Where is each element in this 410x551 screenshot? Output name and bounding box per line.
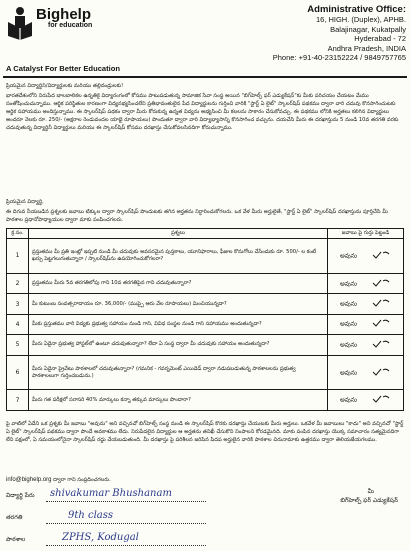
row-number: 7	[7, 390, 29, 411]
answer-yes: అవును	[340, 320, 358, 328]
row-number: 6	[7, 355, 29, 390]
office-phone: Phone: +91-40-23152224 / 9849757765	[272, 53, 406, 63]
bighelp-logo-icon	[6, 6, 34, 40]
student-greeting: ప్రియమైన విద్యార్థి,	[6, 199, 44, 205]
row-number: 1	[7, 239, 29, 274]
office-address	[236, 4, 406, 63]
answer-cell[interactable]	[328, 355, 404, 390]
office-line: Hyderabad - 72	[354, 34, 406, 44]
intro-paragraph: భారతదేశంలోని నిరుపేద బాలబాలికల ఉన్నతికై విద్యారంగంలో కోసము పాటుపడుతున్న సామాజిక సేవా సంస్థ అయిన "బిగ్‌హెల్ప్ ఫర్ ఎడ్యుకేషన్"కు మీకు పరిచయం చేయటం మేము సంతోషించుచున్నాము. ఆర్థిక పరిస్థితుల కారణంగా విద్యనభ్యసించలేని ప్రతిభావంతులైన పేద విద్యార్థులను గుర్తించి వారికి "స్టార్ట్ ఏ లైట్" స్కాలర్‌షిప్ పథకము ద్వారా వారి చదువు కొనసాగించుటకు ఆర్థిక సహాయము అందిస్తున్నాము. ఈ స్కాలర్‌షిప్ పథకం ద్వారా మీరు కోరుకున్న ఉన్నత విద్యను అభ్యసించి మీ కలలను సాకారం చేసుకోవచ్చు. ఈ పథకము లోనికి అర్హతలు కలిగిన విద్యార్థులు అందరూ నెలకు రూ. 250/- (అక్షరాల రెండువందల యాభై రూపాయలు) పొందుతూ ద్వారా వారి విద్యాభ్యాసాన్ని కొనసాగించ వచ్చును. దయచేసి మీరు ఈ దరఖాస్తును 5 నుండి 10వ తరగతి వరకు చదువుతున్న విద్యార్థినీ విద్యార్థులు మరియు ఈ స్కాలర్‌షిప్ కోసము దరఖాస్తు చేసుకోవలసినదిగా కోరుచున్నాము.	[6, 93, 399, 131]
contact-email[interactable]: info@bighelp.org	[6, 477, 52, 483]
student-name-row	[6, 488, 404, 504]
class-value[interactable]: 9th class	[68, 510, 114, 521]
answer-yes: అవును	[340, 280, 358, 288]
header-serial: క్ర.సం.	[7, 229, 29, 239]
answer-cell[interactable]	[328, 390, 404, 411]
table-header-row	[7, 229, 404, 239]
closing-org: బిగ్‌హెల్ప్ ఫర్ ఎడ్యుకేషన్	[340, 497, 398, 504]
table-row	[7, 273, 404, 293]
student-name-label: విద్యార్థి పేరు	[6, 492, 35, 499]
question-text: ప్రస్తుతము మీరు 5వ తరగతిలోపు గాని 10వ తరగతిపైన గాని చదువుతున్నారా?	[29, 273, 328, 293]
question-text: మీరు ఏదైనా ప్రైవేటు పాఠశాలలో చదువుతున్నారా? (గమనిక - గవర్నమెంట్ ఎయిడెడ్ ద్వారా నడుపబడుతున్న పాఠశాలలను ప్రభుత్వ పాఠశాలలుగా గుర్తించబడును.)	[29, 355, 328, 390]
office-title: Administrative Office:	[307, 4, 406, 15]
school-underline	[46, 545, 206, 546]
eligibility-table	[6, 228, 404, 411]
table-row	[7, 314, 404, 334]
answer-cell[interactable]	[328, 314, 404, 334]
question-text: మీకు ప్రస్తుతము వారి విద్యకు ప్రభుత్వ సహాయం నుండి గాని, వివిధ సంస్థల నుండి గాని సహాయము అందుతున్నదా?	[29, 314, 328, 334]
student-name-value[interactable]: shivakumar Bhushanam	[50, 488, 172, 499]
tick-mark-icon	[372, 318, 390, 328]
answer-cell[interactable]	[328, 294, 404, 314]
answer-cell[interactable]	[328, 273, 404, 293]
brand-subtitle: for education	[48, 22, 93, 29]
answer-yes: అవును	[340, 396, 358, 404]
tick-mark-icon	[372, 278, 390, 288]
class-underline	[46, 523, 206, 524]
question-text: మీరు గత పరీక్షలో సరాసరి 40% మార్కులు కన్నా తక్కువ మార్కులు పొందారా?	[29, 390, 328, 411]
tick-mark-icon	[372, 250, 390, 260]
tick-mark-icon	[372, 298, 390, 308]
tick-mark-icon	[372, 339, 390, 349]
table-row	[7, 294, 404, 314]
closing-yours: మీ	[367, 488, 374, 495]
answer-cell[interactable]	[328, 239, 404, 274]
school-value[interactable]: ZPHS, Kodugal	[62, 532, 139, 543]
row-number: 2	[7, 273, 29, 293]
row-number: 5	[7, 335, 29, 355]
header-answer: జవాబు పై గుర్తు పెట్టండి	[328, 229, 404, 239]
tick-mark-icon	[372, 394, 390, 404]
letterhead	[4, 2, 408, 66]
closing-paragraph: పై వాటిలో ఏదేని ఒక ప్రశ్నకు మీ జవాబు "అవును" అని వచ్చినచో బిగ్‌హెల్ప్ సంస్థ నుండి ఈ స్కాలర్‌షిప్ కొరకు దరఖాస్తు చేయుటకు మీరు అర్హులు. ఒకవేళ మీ జవాబులు "కాదు" అని వచ్చినచో "స్టార్ట్ ఏ లైట్" స్కాలర్‌షిప్ పథకము ద్వారా పొందే అవకాశము లేదు. నిరుపేదలైన విద్యార్థుల ఆ అర్హతను తనిఖీ చేసుకొని నింపాలని కోరడమైనది. మాకు పంపిన దరఖాస్తు యొక్క సమాచారం సత్యమైనదిగా లేని పక్షంలో, ఏ సమయంలోనైనా స్కాలర్‌షిప్ రద్దు చేయబడుతుంది. మీ దరఖాస్తు పై పరిశీలన జరిపిన పిదప అర్హులైన వారికి పాఠశాల చిరునామాకు ఉత్తరము ద్వారా తెలియజేయగలము.	[6, 421, 404, 443]
answer-yes: అవును	[340, 300, 358, 308]
question-text: మీరు ఏదైనా ప్రభుత్వ హాస్టల్‌లో ఉంటూ చదువుతున్నారా? లేదా ఏ సంస్థ ద్వారా మీ చదువుకు సహాయం అందుతున్నదా?	[29, 335, 328, 355]
header-questions: ప్రశ్నలు	[29, 229, 328, 239]
office-line: 16, HIGH. (Duplex), APHB.	[315, 15, 406, 24]
class-label: తరగతి	[6, 514, 23, 521]
table-row	[7, 390, 404, 411]
answer-yes: అవును	[340, 341, 358, 349]
question-text: ప్రస్తుతము మీ ప్రతి ఇంట్లో ఇప్పటి నుండి మీ చదువుకు అవసరమైన పుస్తకాలు, యూనిఫారాలు, ఫీజుల కొనుగోలు చేసేందుకు రూ. 500/- ల కంటే ఖర్చు పెట్టగలుగుతున్నారా / స్కాలర్‌షిప్‌ను ఉపయోగించుకోగలరా?	[29, 239, 328, 274]
question-text: మీ కుటుంబ సంవత్సరాదాయం రూ. 36,000/- (ముప్పై ఆరు వేల రూపాయలు) మించియున్నదా?	[29, 294, 328, 314]
answer-yes: అవును	[340, 369, 358, 377]
table-row	[7, 335, 404, 355]
contact-suffix: ద్వారా గాని సంప్రదించగలరు.	[53, 477, 111, 483]
tagline: A Catalyst For Better Education	[6, 64, 121, 73]
brand-name: Bighelp	[36, 6, 91, 23]
contact-email-line	[6, 476, 111, 484]
office-line: Balajinagar, Kukatpally	[330, 24, 406, 34]
school-row	[6, 532, 404, 548]
office-line: Andhra Pradesh, INDIA	[327, 43, 406, 53]
name-underline	[46, 501, 206, 502]
tick-mark-icon	[372, 367, 390, 377]
instructions-paragraph: ఈ దిగువ నీయబడిన ప్రశ్నలకు జవాబు టిక్కుల ద్వారా స్కాలర్‌షిప్ పొందుటకు తగిన అర్హతను నిర్ధారించుకోగలరు. ఒక వేళ మీరు అర్హులైతే, "స్టార్ట్ ఏ లైట్" స్కాలర్‌షిప్ దరఖాస్తును పూర్తిచేసి మీ పాఠశాల ప్రధానోపాధ్యాయుల ద్వారా మాకు పంపించగలరు.	[6, 209, 388, 223]
table-row	[7, 355, 404, 390]
table-row	[7, 239, 404, 274]
header-divider	[3, 76, 407, 78]
salutation: ప్రియమైన విద్యార్థిని/విద్యార్థులకు మరియు తల్లిదండ్రులకు!	[6, 83, 124, 89]
row-number: 4	[7, 314, 29, 334]
class-row	[6, 510, 404, 526]
answer-cell[interactable]	[328, 335, 404, 355]
row-number: 3	[7, 294, 29, 314]
school-label: పాఠశాల	[6, 536, 26, 543]
answer-yes: అవును	[340, 252, 358, 260]
